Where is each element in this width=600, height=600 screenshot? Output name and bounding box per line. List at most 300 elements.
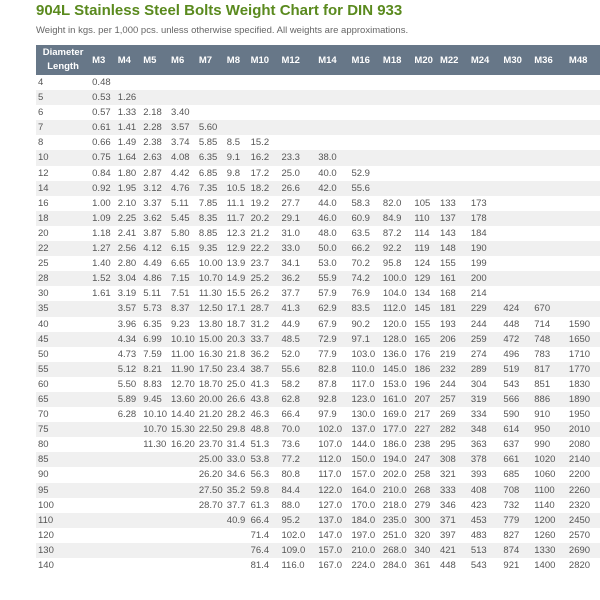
weight-cell: 21.8 — [225, 347, 249, 362]
weight-cell — [501, 226, 532, 241]
weight-cell — [316, 90, 349, 105]
weight-cell: 3.57 — [169, 120, 197, 135]
weight-cell — [279, 120, 316, 135]
weight-cell: 58.3 — [349, 196, 380, 211]
weight-cell: 84.4 — [279, 483, 316, 498]
weight-cell: 308 — [438, 452, 469, 467]
weight-cell — [381, 75, 412, 90]
weight-cell — [567, 90, 600, 105]
weight-cell: 0.48 — [90, 75, 116, 90]
weight-cell — [316, 105, 349, 120]
weight-cell: 748 — [532, 332, 567, 347]
weight-cell: 448 — [501, 317, 532, 332]
weight-cell: 543 — [469, 558, 502, 573]
column-header-m3: M3 — [90, 45, 116, 75]
weight-cell — [532, 105, 567, 120]
weight-cell — [249, 75, 280, 90]
weight-cell: 1260 — [532, 528, 567, 543]
weight-cell — [249, 120, 280, 135]
weight-cell: 8.35 — [197, 211, 225, 226]
weight-cell — [90, 437, 116, 452]
weight-cell — [381, 166, 412, 181]
weight-cell: 95.8 — [381, 256, 412, 271]
weight-cell — [90, 483, 116, 498]
table-row — [36, 377, 600, 392]
weight-cell: 6.85 — [197, 166, 225, 181]
weight-cell: 41.3 — [279, 301, 316, 316]
weight-cell: 448 — [438, 558, 469, 573]
weight-cell — [349, 135, 380, 150]
weight-cell: 40.0 — [316, 166, 349, 181]
weight-cell: 190 — [469, 241, 502, 256]
weight-cell — [501, 181, 532, 196]
table-row — [36, 452, 600, 467]
weight-cell: 25.2 — [249, 271, 280, 286]
weight-cell — [349, 90, 380, 105]
page-subtitle: Weight in kgs. per 1,000 pcs. unless otherwise specified. All weights are approximations. — [36, 25, 409, 36]
weight-cell: 295 — [438, 437, 469, 452]
weight-cell: 408 — [469, 483, 502, 498]
weight-cell: 26.6 — [279, 181, 316, 196]
weight-cell: 614 — [501, 422, 532, 437]
weight-cell: 206 — [438, 332, 469, 347]
weight-cell: 186.0 — [381, 437, 412, 452]
length-cell: 75 — [36, 422, 90, 437]
weight-cell — [567, 120, 600, 135]
weight-cell: 66.2 — [349, 241, 380, 256]
weight-cell — [90, 301, 116, 316]
weight-cell: 6.35 — [197, 150, 225, 165]
weight-cell — [225, 90, 249, 105]
weight-cell: 268 — [412, 483, 438, 498]
weight-cell: 34.6 — [225, 467, 249, 482]
weight-cell: 137 — [438, 211, 469, 226]
weight-cell: 23.4 — [225, 362, 249, 377]
weight-cell: 10.70 — [141, 422, 169, 437]
weight-cell: 3.62 — [141, 211, 169, 226]
column-header-m20: M20 — [412, 45, 438, 75]
weight-cell: 207 — [412, 392, 438, 407]
weight-cell: 874 — [501, 543, 532, 558]
weight-cell — [532, 75, 567, 90]
length-cell: 40 — [36, 317, 90, 332]
weight-cell — [501, 90, 532, 105]
weight-cell: 1140 — [532, 498, 567, 513]
weight-cell: 670 — [532, 301, 567, 316]
weight-cell: 110.0 — [349, 362, 380, 377]
table-row — [36, 513, 600, 528]
weight-cell: 55.6 — [349, 181, 380, 196]
weight-cell: 76.9 — [349, 286, 380, 301]
weight-cell: 3.96 — [116, 317, 142, 332]
weight-cell: 119 — [412, 241, 438, 256]
weight-cell: 3.40 — [169, 105, 197, 120]
weight-cell: 4.12 — [141, 241, 169, 256]
weight-cell: 4.73 — [116, 347, 142, 362]
weight-cell: 5.60 — [197, 120, 225, 135]
weight-cell: 11.1 — [225, 196, 249, 211]
weight-cell: 9.1 — [225, 150, 249, 165]
length-cell: 65 — [36, 392, 90, 407]
weight-cell: 82.8 — [316, 362, 349, 377]
weight-cell: 53.0 — [316, 256, 349, 271]
weight-cell: 128.0 — [381, 332, 412, 347]
weight-cell: 48.8 — [249, 422, 280, 437]
weight-cell: 164.0 — [349, 483, 380, 498]
weight-cell: 2.10 — [116, 196, 142, 211]
weight-cell — [412, 90, 438, 105]
table-row — [36, 332, 600, 347]
weight-cell: 304 — [469, 377, 502, 392]
weight-cell — [225, 543, 249, 558]
weight-cell: 2320 — [567, 498, 600, 513]
weight-cell: 71.4 — [249, 528, 280, 543]
weight-cell: 10.00 — [197, 256, 225, 271]
weight-cell: 708 — [501, 483, 532, 498]
weight-cell — [567, 196, 600, 211]
weight-cell — [90, 362, 116, 377]
weight-cell: 137.0 — [349, 422, 380, 437]
weight-cell: 29.8 — [225, 422, 249, 437]
length-cell: 130 — [36, 543, 90, 558]
weight-cell — [90, 467, 116, 482]
weight-cell — [438, 135, 469, 150]
weight-cell — [116, 452, 142, 467]
weight-cell — [532, 211, 567, 226]
weight-cell: 348 — [469, 422, 502, 437]
weight-cell — [567, 135, 600, 150]
weight-cell: 194.0 — [381, 452, 412, 467]
weight-cell — [567, 105, 600, 120]
weight-cell: 120.0 — [381, 317, 412, 332]
length-cell: 35 — [36, 301, 90, 316]
weight-cell: 1.09 — [90, 211, 116, 226]
weight-cell — [501, 166, 532, 181]
weight-cell: 144.0 — [349, 437, 380, 452]
weight-cell: 59.8 — [249, 483, 280, 498]
weight-cell: 346 — [438, 498, 469, 513]
weight-cell: 2690 — [567, 543, 600, 558]
weight-cell: 81.4 — [249, 558, 280, 573]
weight-cell: 783 — [532, 347, 567, 362]
weight-cell: 147.0 — [316, 528, 349, 543]
weight-cell — [501, 135, 532, 150]
weight-cell — [197, 558, 225, 573]
weight-cell — [412, 105, 438, 120]
weight-cell: 11.00 — [169, 347, 197, 362]
weight-cell: 88.0 — [279, 498, 316, 513]
weight-cell — [316, 75, 349, 90]
weight-cell — [90, 558, 116, 573]
weight-cell: 20.3 — [225, 332, 249, 347]
weight-cell: 46.0 — [316, 211, 349, 226]
length-cell: 12 — [36, 166, 90, 181]
weight-cell: 1.26 — [116, 90, 142, 105]
weight-cell: 7.85 — [197, 196, 225, 211]
weight-cell: 1890 — [567, 392, 600, 407]
table-row — [36, 120, 600, 135]
weight-cell: 1.18 — [90, 226, 116, 241]
table-row — [36, 422, 600, 437]
weight-cell — [141, 452, 169, 467]
weight-cell: 18.7 — [225, 317, 249, 332]
weight-cell — [279, 135, 316, 150]
weight-cell — [225, 528, 249, 543]
weight-cell — [197, 528, 225, 543]
weight-cell: 83.5 — [349, 301, 380, 316]
weight-cell: 36.2 — [249, 347, 280, 362]
column-header-m5: M5 — [141, 45, 169, 75]
weight-cell — [349, 105, 380, 120]
weight-cell: 1950 — [567, 407, 600, 422]
weight-cell — [501, 120, 532, 135]
column-header-m22: M22 — [438, 45, 469, 75]
weight-cell: 0.61 — [90, 120, 116, 135]
column-header-m48: M48 — [567, 45, 600, 75]
weight-cell — [567, 271, 600, 286]
weight-cell — [412, 150, 438, 165]
weight-cell — [412, 75, 438, 90]
weight-cell — [169, 483, 197, 498]
weight-cell: 590 — [501, 407, 532, 422]
weight-cell — [169, 75, 197, 90]
column-header-m16: M16 — [349, 45, 380, 75]
weight-cell: 11.90 — [169, 362, 197, 377]
weight-cell: 48.5 — [279, 332, 316, 347]
weight-cell: 1830 — [567, 377, 600, 392]
weight-cell: 247 — [412, 452, 438, 467]
weight-cell — [197, 543, 225, 558]
length-cell: 20 — [36, 226, 90, 241]
weight-cell — [349, 120, 380, 135]
weight-cell — [197, 105, 225, 120]
weight-cell: 2080 — [567, 437, 600, 452]
weight-table-container — [36, 45, 600, 573]
column-header-m7: M7 — [197, 45, 225, 75]
weight-cell: 244 — [438, 377, 469, 392]
weight-cell — [438, 90, 469, 105]
weight-cell: 513 — [469, 543, 502, 558]
weight-cell — [279, 90, 316, 105]
weight-cell: 3.57 — [116, 301, 142, 316]
table-row — [36, 437, 600, 452]
weight-cell: 157.0 — [316, 543, 349, 558]
weight-cell: 26.20 — [197, 467, 225, 482]
weight-cell: 25.0 — [279, 166, 316, 181]
weight-cell: 136.0 — [381, 347, 412, 362]
weight-cell: 4.49 — [141, 256, 169, 271]
length-cell: 80 — [36, 437, 90, 452]
weight-cell: 92.8 — [316, 392, 349, 407]
weight-cell — [90, 377, 116, 392]
weight-cell — [225, 120, 249, 135]
weight-cell: 13.60 — [169, 392, 197, 407]
weight-cell: 116.0 — [279, 558, 316, 573]
length-cell: 14 — [36, 181, 90, 196]
weight-cell: 124 — [412, 256, 438, 271]
weight-cell: 137.0 — [316, 513, 349, 528]
weight-cell: 289 — [469, 362, 502, 377]
weight-cell: 11.7 — [225, 211, 249, 226]
weight-cell: 15.2 — [249, 135, 280, 150]
weight-cell: 0.84 — [90, 166, 116, 181]
weight-cell: 1.64 — [116, 150, 142, 165]
weight-cell — [116, 467, 142, 482]
weight-cell: 1770 — [567, 362, 600, 377]
weight-cell: 6.15 — [169, 241, 197, 256]
weight-cell: 76.4 — [249, 543, 280, 558]
weight-cell — [141, 467, 169, 482]
weight-cell: 5.11 — [169, 196, 197, 211]
weight-cell — [349, 150, 380, 165]
weight-cell: 1400 — [532, 558, 567, 573]
weight-cell: 60.9 — [349, 211, 380, 226]
weight-cell — [90, 513, 116, 528]
weight-cell: 11.30 — [141, 437, 169, 452]
table-row — [36, 392, 600, 407]
weight-cell — [116, 437, 142, 452]
weight-cell — [438, 75, 469, 90]
weight-cell — [116, 498, 142, 513]
weight-cell — [469, 181, 502, 196]
weight-cell: 16.2 — [249, 150, 280, 165]
table-row — [36, 558, 600, 573]
table-body — [36, 75, 600, 573]
weight-cell: 2.41 — [116, 226, 142, 241]
weight-cell: 4.42 — [169, 166, 197, 181]
weight-cell: 61.3 — [249, 498, 280, 513]
weight-cell: 55.6 — [279, 362, 316, 377]
weight-cell: 20.00 — [197, 392, 225, 407]
weight-cell: 114 — [412, 226, 438, 241]
weight-cell — [169, 90, 197, 105]
weight-cell: 186 — [412, 362, 438, 377]
weight-cell: 5.73 — [141, 301, 169, 316]
weight-cell: 8.85 — [197, 226, 225, 241]
weight-cell — [381, 150, 412, 165]
weight-cell: 23.70 — [197, 437, 225, 452]
weight-cell: 169.0 — [381, 407, 412, 422]
weight-cell: 0.75 — [90, 150, 116, 165]
weight-cell: 97.9 — [316, 407, 349, 422]
weight-cell: 63.5 — [349, 226, 380, 241]
weight-cell: 5.89 — [116, 392, 142, 407]
weight-cell: 181 — [438, 301, 469, 316]
weight-cell: 282 — [438, 422, 469, 437]
weight-cell — [412, 120, 438, 135]
weight-cell — [116, 528, 142, 543]
weight-cell: 36.2 — [279, 271, 316, 286]
weight-cell: 393 — [469, 467, 502, 482]
weight-cell: 217 — [412, 407, 438, 422]
length-cell: 60 — [36, 377, 90, 392]
weight-cell: 519 — [501, 362, 532, 377]
weight-cell — [532, 150, 567, 165]
weight-cell — [90, 498, 116, 513]
weight-cell: 161 — [438, 271, 469, 286]
weight-cell: 2.38 — [141, 135, 169, 150]
weight-cell — [501, 211, 532, 226]
weight-cell — [116, 513, 142, 528]
weight-cell — [225, 105, 249, 120]
weight-cell: 5.85 — [197, 135, 225, 150]
weight-cell: 5.80 — [169, 226, 197, 241]
weight-cell — [90, 543, 116, 558]
weight-cell: 72.9 — [316, 332, 349, 347]
weight-cell: 165 — [412, 332, 438, 347]
weight-cell — [197, 75, 225, 90]
weight-cell: 157.0 — [349, 467, 380, 482]
weight-cell: 134 — [412, 286, 438, 301]
weight-cell — [438, 120, 469, 135]
weight-cell: 269 — [438, 407, 469, 422]
length-cell: 7 — [36, 120, 90, 135]
weight-cell: 21.20 — [197, 407, 225, 422]
column-header-m14: M14 — [316, 45, 349, 75]
weight-cell: 2140 — [567, 452, 600, 467]
length-cell: 90 — [36, 467, 90, 482]
weight-cell — [469, 135, 502, 150]
weight-cell — [501, 271, 532, 286]
weight-cell: 10.5 — [225, 181, 249, 196]
weight-cell: 685 — [501, 467, 532, 482]
column-header-m18: M18 — [381, 45, 412, 75]
weight-cell: 284.0 — [381, 558, 412, 573]
weight-cell — [116, 75, 142, 90]
weight-cell — [438, 181, 469, 196]
weight-cell: 51.3 — [249, 437, 280, 452]
weight-cell: 3.19 — [116, 286, 142, 301]
weight-cell: 117.0 — [316, 467, 349, 482]
weight-cell: 9.8 — [225, 166, 249, 181]
weight-cell: 70.2 — [349, 256, 380, 271]
weight-cell: 423 — [469, 498, 502, 513]
weight-cell — [169, 558, 197, 573]
weight-cell: 235.0 — [381, 513, 412, 528]
weight-cell — [567, 75, 600, 90]
weight-cell: 483 — [469, 528, 502, 543]
table-row — [36, 362, 600, 377]
weight-cell: 177.0 — [381, 422, 412, 437]
weight-cell — [412, 181, 438, 196]
weight-cell: 19.2 — [249, 196, 280, 211]
weight-cell: 6.28 — [116, 407, 142, 422]
weight-cell: 5.45 — [169, 211, 197, 226]
weight-cell: 67.9 — [316, 317, 349, 332]
page-title: 904L Stainless Steel Bolts Weight Chart for DIN 933 — [36, 2, 403, 19]
weight-cell: 41.3 — [249, 377, 280, 392]
weight-cell: 80.8 — [279, 467, 316, 482]
weight-cell: 12.3 — [225, 226, 249, 241]
table-row — [36, 75, 600, 90]
length-cell: 30 — [36, 286, 90, 301]
weight-cell — [381, 135, 412, 150]
weight-cell: 4.86 — [141, 271, 169, 286]
weight-cell — [141, 90, 169, 105]
weight-cell: 1200 — [532, 513, 567, 528]
weight-cell: 33.0 — [279, 241, 316, 256]
weight-cell — [169, 498, 197, 513]
weight-cell — [316, 120, 349, 135]
weight-cell: 4.34 — [116, 332, 142, 347]
length-cell: 18 — [36, 211, 90, 226]
weight-cell: 214 — [469, 286, 502, 301]
weight-cell: 1020 — [532, 452, 567, 467]
weight-cell: 123.0 — [349, 392, 380, 407]
weight-cell: 2200 — [567, 467, 600, 482]
weight-cell: 100.0 — [381, 271, 412, 286]
table-row — [36, 467, 600, 482]
